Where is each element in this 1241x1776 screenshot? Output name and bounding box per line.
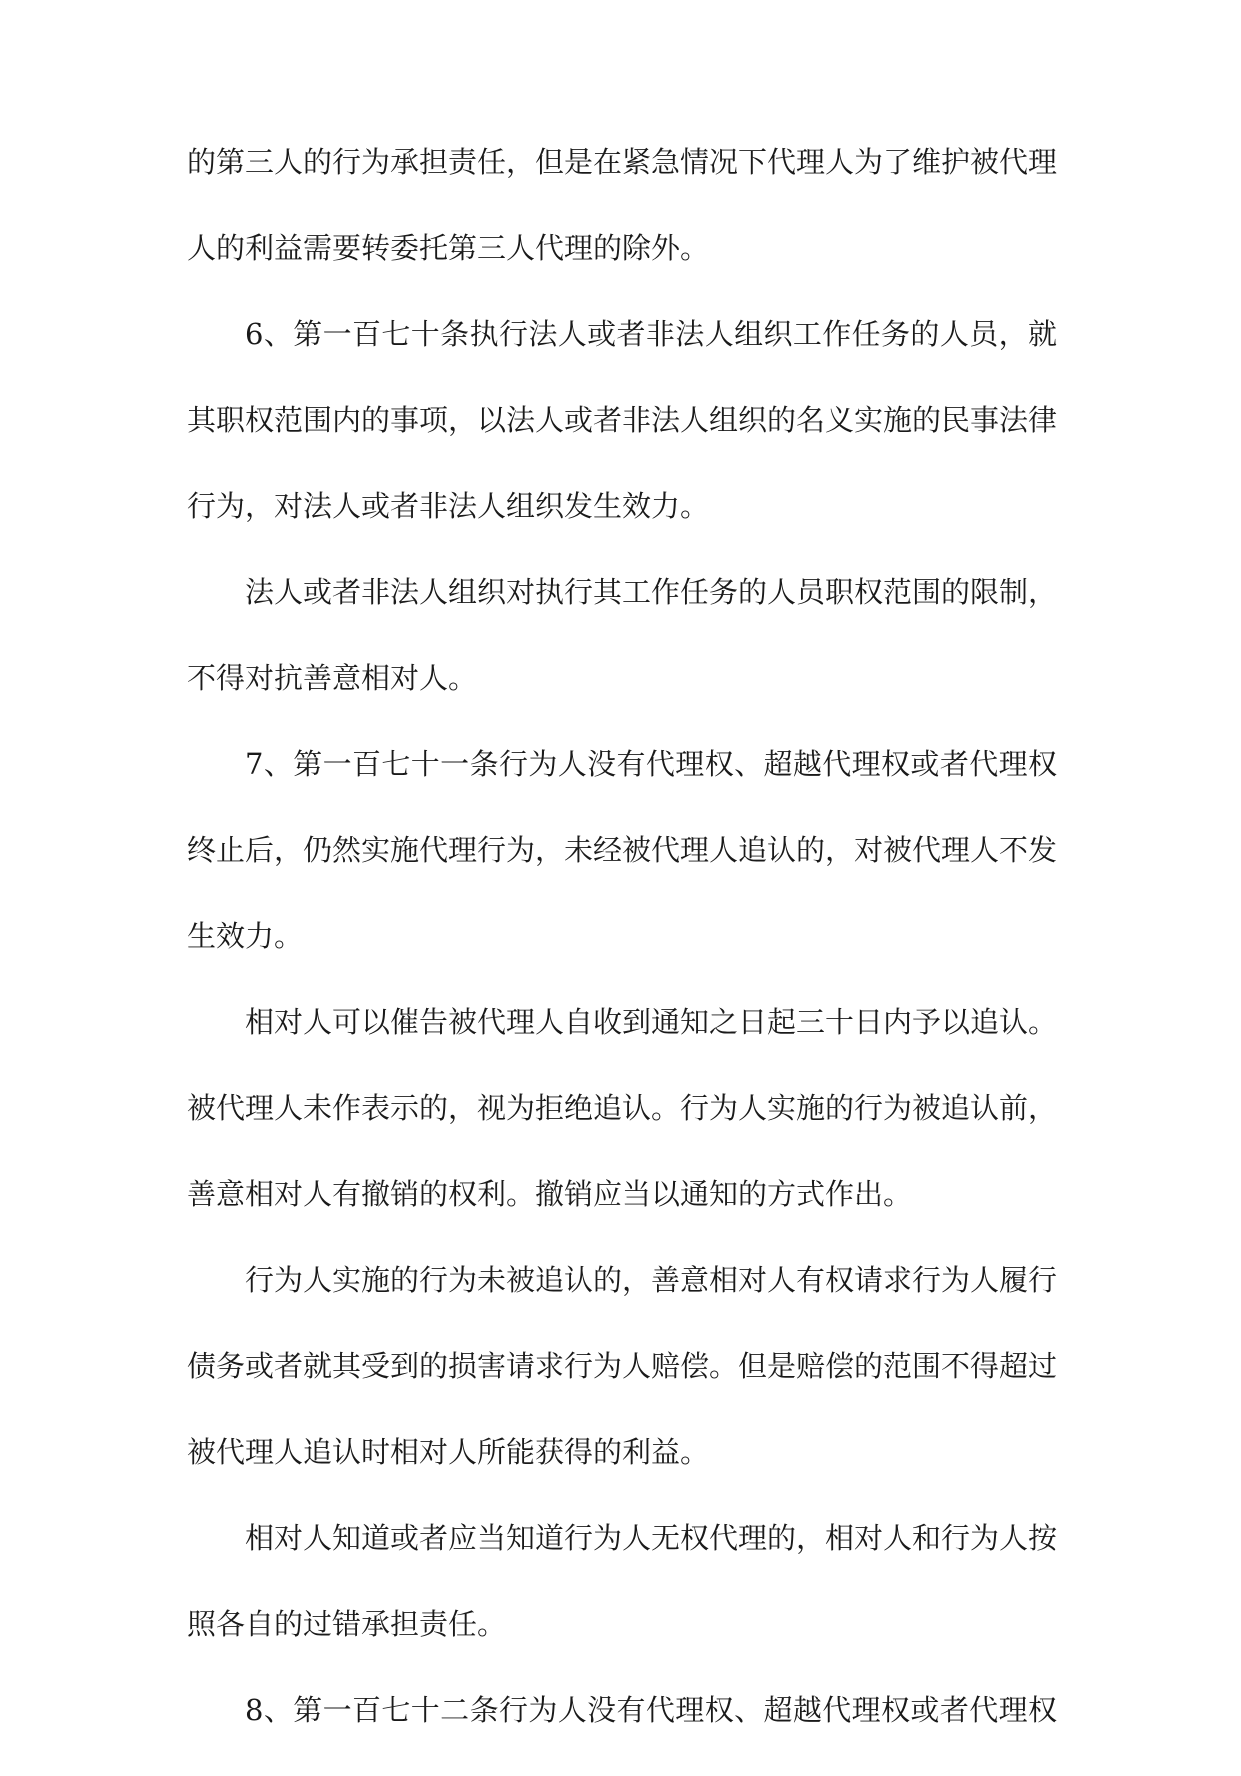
text-line: 人的利益需要转委托第三人代理的除外。	[187, 231, 710, 265]
text-line: 相对人可以催告被代理人自收到通知之日起三十日内予以追认。	[245, 1005, 1058, 1039]
document-body	[187, 142, 1057, 1776]
text-line: 7、第一百七十一条行为人没有代理权、超越代理权或者代理权	[245, 747, 1057, 781]
text-line: 6、第一百七十条执行法人或者非法人组织工作任务的人员，就	[245, 317, 1057, 351]
text-line: 相对人知道或者应当知道行为人无权代理的，相对人和行为人按	[245, 1521, 1058, 1555]
text-line: 债务或者就其受到的损害请求行为人赔偿。但是赔偿的范围不得超过	[187, 1349, 1058, 1383]
text-line: 不得对抗善意相对人。	[187, 661, 478, 695]
text-line: 其职权范围内的事项，以法人或者非法人组织的名义实施的民事法律	[187, 403, 1058, 437]
text-line: 照各自的过错承担责任。	[187, 1607, 507, 1641]
text-line: 终止后，仍然实施代理行为，未经被代理人追认的，对被代理人不发	[187, 833, 1058, 867]
text-line: 的第三人的行为承担责任，但是在紧急情况下代理人为了维护被代理	[187, 145, 1058, 179]
text-line: 行为人实施的行为未被追认的，善意相对人有权请求行为人履行	[245, 1263, 1058, 1297]
text-line: 8、第一百七十二条行为人没有代理权、超越代理权或者代理权	[245, 1693, 1057, 1727]
text-line: 行为，对法人或者非法人组织发生效力。	[187, 489, 710, 523]
text-line: 被代理人未作表示的，视为拒绝追认。行为人实施的行为被追认前，	[187, 1091, 1058, 1125]
text-line: 善意相对人有撤销的权利。撤销应当以通知的方式作出。	[187, 1177, 913, 1211]
text-line: 生效力。	[187, 919, 304, 953]
text-line: 法人或者非法人组织对执行其工作任务的人员职权范围的限制，	[245, 575, 1058, 609]
text-line: 被代理人追认时相对人所能获得的利益。	[187, 1435, 710, 1469]
